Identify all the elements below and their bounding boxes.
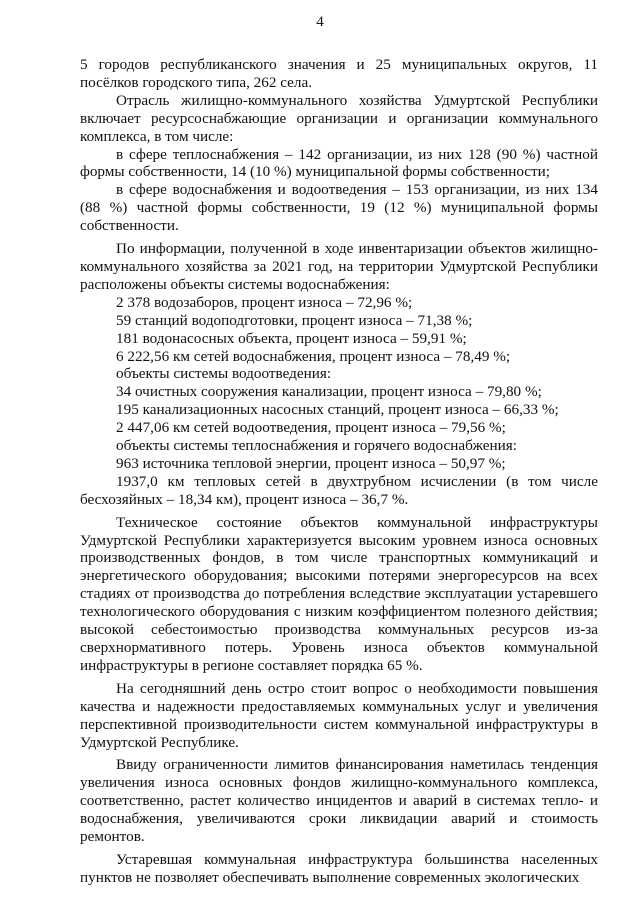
list-item-sewage-treatment: 34 очистных сооружения канализации, процент износа – 79,80 %; <box>116 383 542 401</box>
list-item-treatment-stations: 59 станций водоподготовки, процент износа – 71,38 %; <box>116 311 473 329</box>
paragraph-technical-state: Техническое состояние объектов коммунальной инфраструктуры Удмуртской Республики характеризуется высоким уровнем износа основных производственных фондов, в том числе транспортных коммуникаций и энергетического оборудования; высокими потерями энергоресурсов на всех стадиях от производства до потребления вследствие эксплуатации устаревшего технологического оборудования с низким коэффициентом полезного действия; высокой себестоимостью производства коммунальных ресурсов из-за сверхнормативного потерь. Уровень износа объектов коммунальной инфраструктуры в регионе составляет порядка 65 %. <box>80 513 598 674</box>
paragraph-heat-supply-orgs: в сфере теплоснабжения – 142 организации, из них 128 (90 %) частной формы собственности, 14 (10 %) муниципальной формы собственности; <box>80 145 598 181</box>
list-item-water-intakes: 2 378 водозаборов, процент износа – 72,96 %; <box>116 293 413 311</box>
paragraph-water-supply-orgs: в сфере водоснабжения и водоотведения – 153 организации, из них 134 (88 %) частной формы собственности, 19 (12 %) муниципальной формы собственности. <box>80 181 598 235</box>
paragraph-inventory: По информации, полученной в ходе инвентаризации объектов жилищно-коммунального хозяйства за 2021 год, на территории Удмуртской Республики расположены объекты системы водоснабжения: <box>80 240 598 293</box>
paragraph-industry: Отрасль жилищно-коммунального хозяйства Удмуртской Республики включает ресурсоснабжающие организации и организации коммунального комплекса, в том числе: <box>80 91 598 145</box>
list-item-heat-sources: 963 источника тепловой энергии, процент износа – 50,97 %; <box>116 454 506 472</box>
page-number: 4 <box>316 14 324 30</box>
list-item-sewage-networks: 2 447,06 км сетей водоотведения, процент износа – 79,56 %; <box>116 419 506 437</box>
paragraph-funding: Ввиду ограниченности лимитов финансирования наметилась тенденция увеличения износа основных фондов жилищно-коммунального комплекса, соответственно, растет количество инцидентов и аварий в системах тепло- и водоснабжения, увеличиваются сроки ликвидации аварий и стоимость ремонтов. <box>80 756 598 846</box>
list-item-pumping-objects: 181 водонасосных объекта, процент износа – 59,91 %; <box>116 329 467 347</box>
sewerage-heading: объекты системы водоотведения: <box>116 365 332 383</box>
paragraph-reliability: На сегодняшний день остро стоит вопрос о необходимости повышения качества и надежности предоставляемых коммунальных услуг и увеличения перспективной производительности систем коммунальной инфраструктуры в Удмуртской Республике. <box>80 679 598 751</box>
list-item-sewage-pumping: 195 канализационных насосных станций, процент износа – 66,33 %; <box>116 401 559 419</box>
paragraph-settlements: 5 городов республиканского значения и 25 муниципальных округов, 11 посёлков городского типа, 262 села. <box>80 56 598 91</box>
paragraph-heat-networks: 1937,0 км тепловых сетей в двухтрубном исчислении (в том числе бесхозяйных – 18,34 км), процент износа – 36,7 %. <box>80 472 598 508</box>
paragraph-outdated-infrastructure: Устаревшая коммунальная инфраструктура большинства населенных пунктов не позволяет обеспечивать выполнение современных экологических <box>80 850 598 886</box>
heating-heading: объекты системы теплоснабжения и горячего водоснабжения: <box>116 437 517 455</box>
list-item-water-networks: 6 222,56 км сетей водоснабжения, процент износа – 78,49 %; <box>116 347 511 365</box>
document-body <box>80 56 598 887</box>
